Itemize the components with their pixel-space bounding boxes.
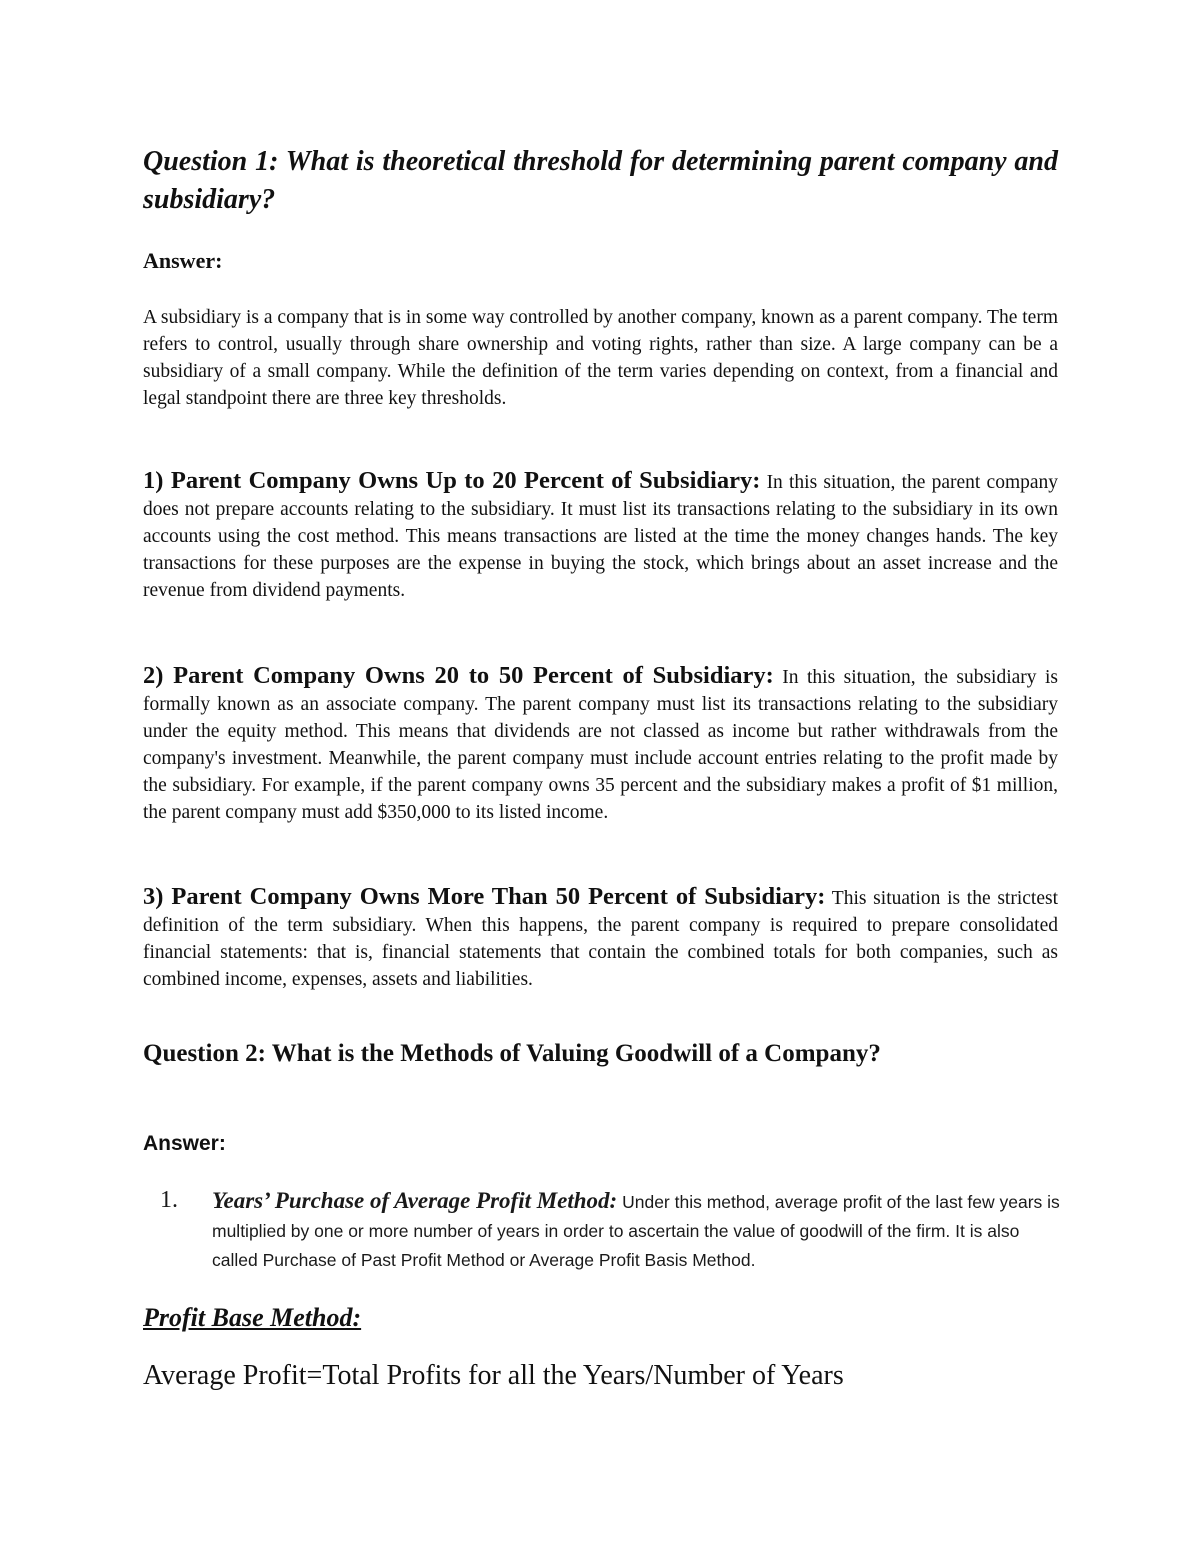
goodwill-methods-list	[160, 1186, 1060, 1275]
list-item-number: 1.	[160, 1187, 178, 1213]
profit-base-method-heading: Profit Base Method:	[143, 1303, 362, 1332]
threshold-1-paragraph	[143, 467, 1058, 604]
threshold-3-body: This situation is the strictest definition of the term subsidiary. When this happens, the parent company is required to prepare consolidated financial statements: that is, financial statements that contain the combined totals for both companies, such as combined income, expenses, assets and liabilities.	[143, 888, 1058, 990]
subsidiary-intro-paragraph: A subsidiary is a company that is in some way controlled by another company, known as a parent company. The term refers to control, usually through share ownership and voting rights, rather than size. A large company can be a subsidiary of a small company. While the definition of the term varies depending on context, from a financial and legal standpoint there are three key thresholds.	[143, 307, 1058, 409]
threshold-3-paragraph	[143, 883, 1058, 993]
threshold-1-heading: 1) Parent Company Owns Up to 20 Percent of Subsidiary:	[143, 467, 761, 494]
average-profit-formula: Average Profit=Total Profits for all the Years/Number of Years	[143, 1360, 844, 1391]
threshold-2-body: In this situation, the subsidiary is formally known as an associate company. The parent company must list its transactions relating to the subsidiary under the equity method. This means that dividends are not classed as income but rather withdrawals from the company's investment. Meanwhile, the parent company must include account entries relating to the profit made by the subsidiary. For example, if the parent company owns 35 percent and the subsidiary makes a profit of $1 million, the parent company must add $350,000 to its listed income.	[143, 667, 1058, 823]
method-1-body: Under this method, average profit of the last few years is multiplied by one or more number of years in order to ascertain the value of goodwill of the firm. It is also called Purchase of Past Profit Method or Average Profit Basis Method.	[212, 1192, 1060, 1270]
threshold-1-body: In this situation, the parent company does not prepare accounts relating to the subsidiary. It must list its transactions relating to the subsidiary in its own accounts using the cost method. This means transactions are listed at the time the money changes hands. The key transactions for these purposes are the expense in buying the stock, which brings about an asset increase and the revenue from dividend payments.	[143, 472, 1059, 601]
question-2-title: Question 2: What is the Methods of Valuing Goodwill of a Company?	[143, 1040, 881, 1067]
threshold-2-heading: 2) Parent Company Owns 20 to 50 Percent of Subsidiary:	[143, 662, 774, 689]
list-item	[160, 1186, 1060, 1275]
question-1-answer-label: Answer:	[143, 248, 223, 273]
threshold-3-heading: 3) Parent Company Owns More Than 50 Percent of Subsidiary:	[143, 883, 826, 910]
question-1-title: Question 1: What is theoretical threshold for determining parent company and subsidiary?	[143, 146, 1058, 215]
method-1-heading: Years’ Purchase of Average Profit Method:	[212, 1188, 618, 1213]
threshold-2-paragraph	[143, 662, 1058, 826]
question-2-answer-label: Answer:	[143, 1132, 226, 1155]
